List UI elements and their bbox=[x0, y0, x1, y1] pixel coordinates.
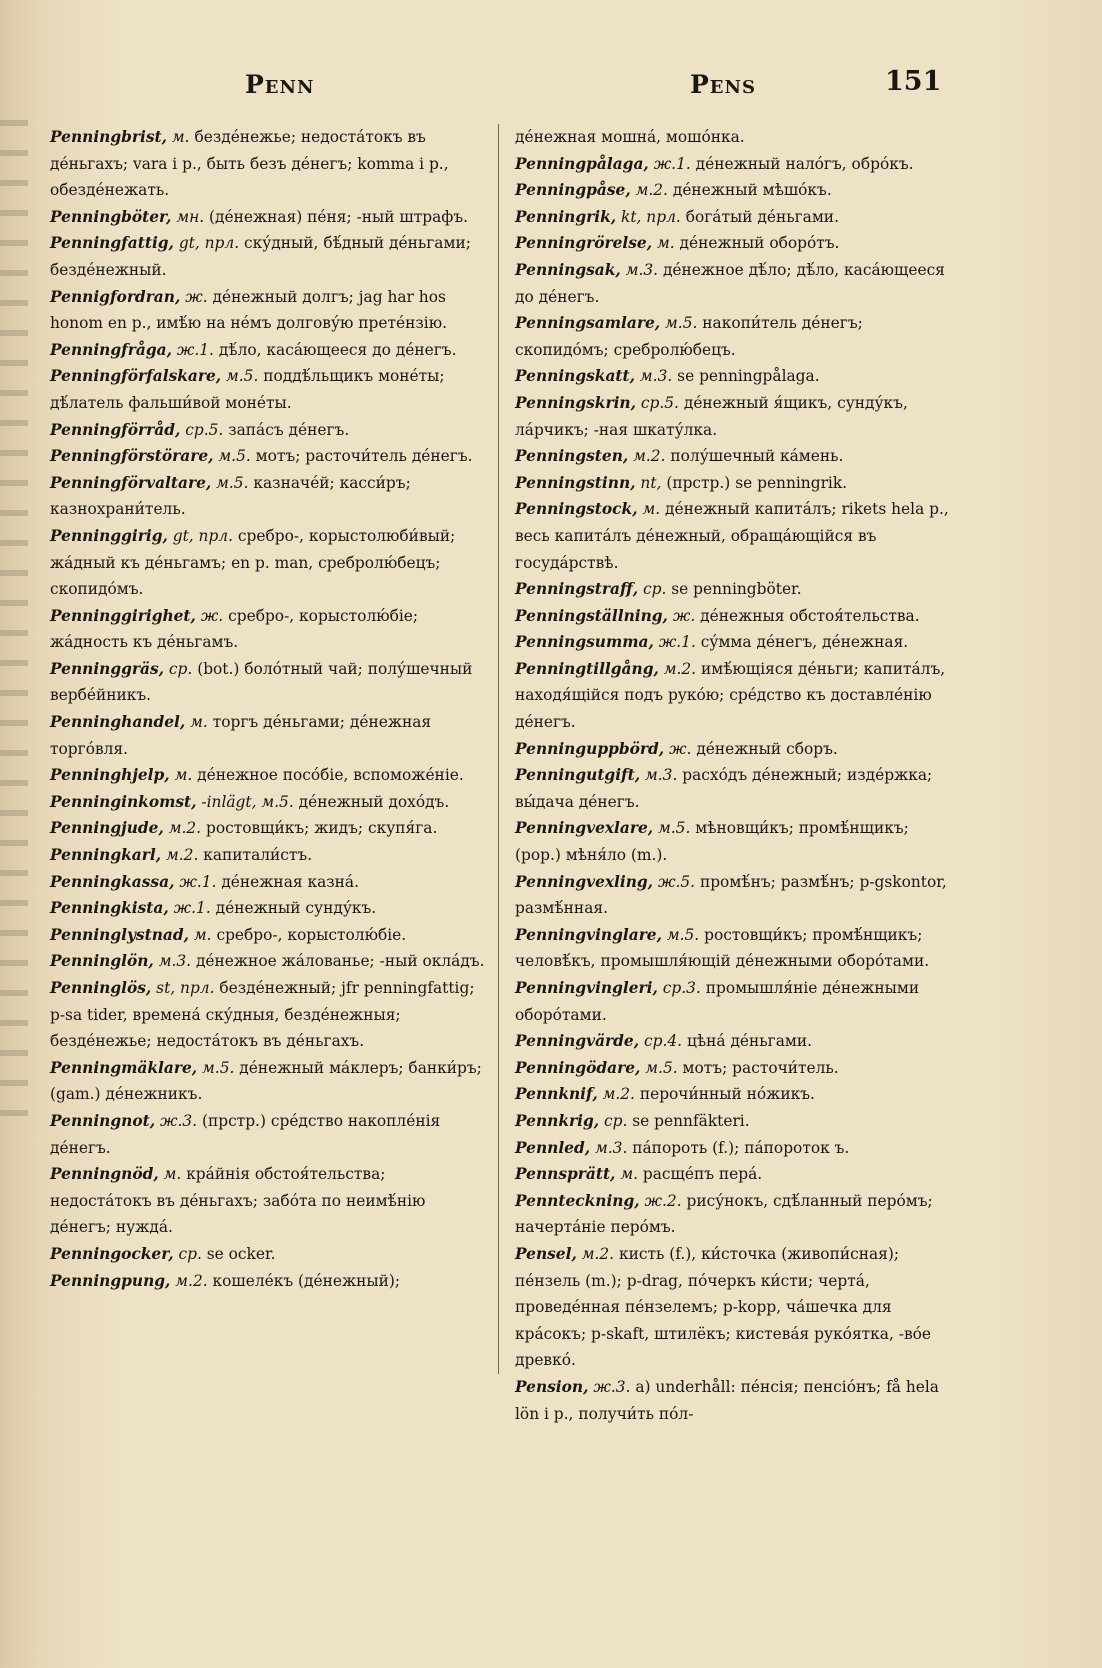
entry-definition: бога́тый де́ньгами. bbox=[685, 207, 839, 226]
entry-grammar: м.5. bbox=[218, 447, 251, 466]
entry-definition: ростовщи́къ; промѣ́нщикъ; человѣ́къ, промышля́ющій де́нежными оборо́тами. bbox=[515, 925, 930, 971]
entry-definition: (bot.) боло́тный чай; полу́шечный вербе́йникъ. bbox=[50, 659, 473, 705]
entry-grammar: м.2. bbox=[166, 846, 199, 865]
dictionary-entry bbox=[515, 390, 955, 443]
entry-definition: полу́шечный ка́мень. bbox=[670, 447, 844, 466]
entry-definition: де́нежный нало́гъ, обро́къ. bbox=[695, 154, 914, 173]
entry-headword: Penningvingleri, bbox=[515, 979, 658, 997]
dictionary-entry bbox=[50, 1268, 490, 1295]
entry-headword: Penningsten, bbox=[515, 447, 629, 466]
entry-headword: Penningställning, bbox=[515, 606, 668, 625]
entry-definition: (пpстр.) se penningrik. bbox=[666, 473, 848, 492]
dictionary-entry bbox=[515, 1188, 955, 1241]
dictionary-entry bbox=[50, 975, 490, 1055]
entry-definition: кра́йнія обстоя́тельства; недоста́токъ въ де́ньгахъ; забо́та по неимѣ́нію де́негъ; нужда́. bbox=[50, 1165, 426, 1237]
entry-definition: де́нежный капита́лъ; rikets hela p., весь капита́лъ де́нежный, обраща́ющійся въ госуда́рствѣ. bbox=[515, 500, 949, 572]
entry-headword: Penninghjelp, bbox=[50, 766, 170, 785]
dictionary-entry bbox=[50, 204, 490, 231]
entry-grammar: м. bbox=[163, 1165, 182, 1184]
entry-grammar: м.3. bbox=[645, 766, 678, 785]
entry-definition: безде́нежный; jfr penningfattig; p-sa tider, времена́ ску́дныя, безде́нежныя; безде́нежье; недоста́токъ въ де́ньгахъ. bbox=[50, 979, 475, 1051]
entry-grammar: м.2. bbox=[175, 1271, 208, 1290]
entry-grammar: ж. bbox=[669, 739, 692, 758]
dictionary-entry bbox=[515, 736, 955, 763]
dictionary-entry bbox=[515, 470, 955, 497]
dictionary-entry bbox=[50, 363, 490, 416]
right-guide-word: Pens bbox=[690, 70, 756, 99]
dictionary-entry bbox=[50, 1108, 490, 1161]
dictionary-entry bbox=[515, 576, 955, 603]
entry-grammar: м.5. bbox=[666, 925, 700, 944]
dictionary-entry bbox=[515, 363, 955, 390]
entry-grammar: ж.5. bbox=[657, 872, 696, 891]
entry-grammar: -inlägt, м.5. bbox=[201, 792, 294, 811]
entry-headword: Penningstinn, bbox=[515, 473, 636, 492]
entry-headword: Penningfråga, bbox=[50, 340, 172, 359]
dictionary-entry bbox=[515, 310, 955, 363]
entry-headword: Penningnot, bbox=[50, 1111, 156, 1130]
dictionary-entry bbox=[515, 1241, 955, 1374]
entry-grammar: ср.5. bbox=[185, 420, 224, 439]
dictionary-entry bbox=[515, 1055, 955, 1082]
entry-definition: цѣна́ де́ньгами. bbox=[686, 1032, 813, 1051]
entry-grammar: м. bbox=[171, 128, 190, 146]
entry-definition: промѣ́нъ; размѣ́нъ; p-gskontor, размѣ́нная. bbox=[515, 872, 947, 918]
entry-grammar: ж.1. bbox=[176, 340, 214, 359]
dictionary-entry bbox=[50, 603, 490, 656]
entry-grammar: м.2. bbox=[663, 659, 697, 678]
entry-grammar: м. bbox=[190, 713, 208, 732]
entry-grammar: м.5. bbox=[202, 1058, 235, 1077]
entry-headword: Penningmäklare, bbox=[50, 1058, 198, 1077]
entry-headword: Penningrörelse, bbox=[515, 234, 653, 253]
entry-definition: дѣ́ло, каса́ющееся до де́негъ. bbox=[218, 340, 457, 359]
entry-definition: де́нежный я́щикъ, сунду́къ, ла́рчикъ; -ная шкату́лка. bbox=[515, 393, 908, 439]
entry-definition: де́нежная казна́. bbox=[221, 872, 359, 891]
entry-headword: Penningsumma, bbox=[515, 633, 654, 652]
entry-definition: де́нежное дѣ́ло; дѣ́ло, каса́ющееся до де́негъ. bbox=[515, 260, 945, 306]
dictionary-entry bbox=[50, 656, 490, 709]
dictionary-entry bbox=[515, 603, 955, 630]
entry-grammar: м.5. bbox=[665, 314, 698, 333]
entry-definition: поддѣ́льщикъ моне́ты; дѣ́латель фальши́вой моне́ты. bbox=[50, 367, 445, 412]
entry-grammar: ср.5. bbox=[640, 393, 679, 412]
entry-definition: де́нежная мошна́, мошо́нка. bbox=[515, 128, 745, 146]
entry-headword: Penninghandel, bbox=[50, 713, 186, 732]
entry-definition: a) underhåll: пе́нсія; пенсіо́нъ; få hela lön i p., получи́ть по́л- bbox=[515, 1377, 939, 1423]
entry-headword: Penninggirighet, bbox=[50, 606, 196, 625]
page-number: 151 bbox=[885, 66, 942, 97]
entry-headword: Penninglön, bbox=[50, 952, 154, 971]
entry-headword: Penningpåse, bbox=[515, 181, 631, 200]
dictionary-entry bbox=[50, 762, 490, 789]
entry-headword: Pennled, bbox=[515, 1138, 591, 1157]
entry-grammar: ж.1. bbox=[658, 633, 696, 652]
dictionary-entry bbox=[50, 417, 490, 444]
dictionary-entry bbox=[50, 789, 490, 816]
entry-headword: Penningpålaga, bbox=[515, 154, 649, 173]
entry-definition: промышля́ніе де́нежными оборо́тами. bbox=[515, 979, 920, 1024]
entry-definition: де́нежный сборъ. bbox=[696, 739, 838, 758]
entry-headword: Penningstraff, bbox=[515, 580, 639, 599]
entry-definition: де́нежный мѣшо́къ. bbox=[672, 181, 832, 200]
entry-grammar: м.3. bbox=[595, 1138, 628, 1157]
dictionary-entry bbox=[515, 230, 955, 257]
entry-definition: сребро-, корыстолю́біе; жа́дность къ де́ньгамъ. bbox=[50, 606, 419, 652]
dictionary-entry bbox=[50, 922, 490, 949]
entry-headword: Penningkassa, bbox=[50, 872, 175, 891]
dictionary-entry bbox=[50, 842, 490, 869]
entry-grammar: ж.3. bbox=[593, 1377, 631, 1396]
entry-grammar: ср. bbox=[642, 580, 667, 599]
dictionary-entry bbox=[50, 523, 490, 603]
entry-grammar: м. bbox=[620, 1165, 638, 1184]
entry-definition: расхо́дъ де́нежный; изде́ржка; вы́дача де́негъ. bbox=[515, 766, 933, 811]
dictionary-entry bbox=[50, 470, 490, 523]
entry-grammar: м.2. bbox=[602, 1085, 635, 1104]
dictionary-entry bbox=[515, 975, 955, 1028]
entry-definition: расще́пъ пера́. bbox=[642, 1165, 763, 1184]
dictionary-entry bbox=[50, 948, 490, 975]
entry-definition: су́мма де́негъ, де́нежная. bbox=[700, 633, 909, 652]
entry-grammar: м.2. bbox=[635, 181, 668, 200]
entry-definition: se pennfäkteri. bbox=[632, 1111, 750, 1130]
entry-headword: Penningnöd, bbox=[50, 1165, 159, 1184]
entry-headword: Penninglystnad, bbox=[50, 925, 189, 944]
entry-headword: Pennigfordran, bbox=[50, 287, 181, 306]
dictionary-entry bbox=[50, 443, 490, 470]
dictionary-entry bbox=[515, 496, 955, 576]
dictionary-entry bbox=[515, 815, 955, 868]
dictionary-entry bbox=[50, 1161, 490, 1241]
entry-headword: Penninguppbörd, bbox=[515, 739, 665, 758]
entry-headword: Penningförstörare, bbox=[50, 447, 214, 466]
entry-headword: Penningskrin, bbox=[515, 393, 636, 412]
dictionary-entry bbox=[515, 204, 955, 231]
entry-grammar: м.3. bbox=[158, 952, 192, 971]
dictionary-entry bbox=[515, 1161, 955, 1188]
entry-grammar: м. bbox=[642, 500, 661, 519]
entry-headword: Penningbrist, bbox=[50, 128, 167, 146]
dictionary-entry bbox=[50, 1055, 490, 1108]
entry-grammar: ж.1. bbox=[653, 154, 691, 173]
entry-headword: Penningsak, bbox=[515, 260, 621, 279]
entry-headword: Penningvexling, bbox=[515, 872, 654, 891]
dictionary-entry bbox=[515, 1028, 955, 1055]
dictionary-entry bbox=[515, 443, 955, 470]
dictionary-entry bbox=[515, 629, 955, 656]
entry-grammar: м.5. bbox=[645, 1058, 678, 1077]
entry-headword: Penninginkomst, bbox=[50, 792, 197, 811]
entry-headword: Penningstock, bbox=[515, 500, 638, 519]
dictionary-entry bbox=[50, 869, 490, 896]
entry-grammar: м.2. bbox=[633, 447, 666, 466]
dictionary-entry bbox=[515, 656, 955, 736]
entry-headword: Penningpung, bbox=[50, 1271, 171, 1290]
entry-definition: накопи́тель де́негъ; скопидо́мъ; сребролю́бецъ. bbox=[515, 314, 863, 359]
entry-definition: ску́дный, бѣ́дный де́ньгами; безде́нежный. bbox=[50, 234, 471, 279]
entry-headword: Penningtillgång, bbox=[515, 659, 659, 678]
entry-grammar: gt, прл. bbox=[172, 526, 233, 545]
entry-definition: кисть (f.), ки́сточка (живопи́сная); пе́нзель (m.); p-drag, по́черкъ ки́сти; черта́, проведе́нная пе́нзелемъ; p-kopp, ча́шечка для кра́сокъ; p-skaft, штилёкъ; кистева́я руко́ятка, -во́е древко́. bbox=[515, 1244, 931, 1370]
entry-headword: Pennsprätt, bbox=[515, 1165, 616, 1184]
entry-grammar: ж. bbox=[672, 606, 696, 625]
entry-headword: Penningförfalskare, bbox=[50, 367, 222, 386]
entry-definition: де́нежный ма́клеръ; банки́ръ; (gam.) де́нежникъ. bbox=[50, 1058, 482, 1104]
left-column bbox=[50, 124, 490, 1294]
dictionary-entry bbox=[515, 124, 955, 151]
dictionary-entry bbox=[50, 815, 490, 842]
entry-grammar: м. bbox=[193, 925, 212, 944]
entry-headword: Penningskatt, bbox=[515, 367, 636, 386]
entry-definition: мотъ; расточи́тель. bbox=[682, 1058, 839, 1077]
entry-grammar: ср. bbox=[168, 659, 193, 678]
entry-headword: Pension, bbox=[515, 1377, 589, 1396]
entry-grammar: м.2. bbox=[168, 819, 202, 838]
dictionary-entry bbox=[50, 337, 490, 364]
entry-definition: де́нежный дохо́дъ. bbox=[298, 792, 450, 811]
entry-definition: казначе́й; касси́ръ; казнохрани́тель. bbox=[50, 473, 411, 519]
entry-definition: сребро-, корыстолю́біе. bbox=[216, 925, 407, 944]
entry-headword: Penningvexlare, bbox=[515, 819, 654, 838]
entry-grammar: ж.1. bbox=[179, 872, 217, 891]
entry-grammar: ср.3. bbox=[662, 979, 701, 997]
entry-definition: сребро-, корыстолюби́вый; жа́дный къ де́ньгамъ; en p. man, сребролю́бецъ; скопидо́мъ. bbox=[50, 526, 456, 599]
entry-headword: Penningvinglare, bbox=[515, 925, 662, 944]
entry-definition: рису́нокъ, сдѣ́ланный перо́мъ; начерта́ніе перо́мъ. bbox=[515, 1191, 933, 1237]
entry-definition: па́пороть (f.); па́пороток ъ. bbox=[632, 1138, 850, 1157]
dictionary-entry bbox=[50, 1241, 490, 1268]
entry-definition: (пpстр.) сре́дство накопле́нія де́негъ. bbox=[50, 1111, 441, 1157]
entry-grammar: ж. bbox=[200, 606, 224, 625]
dictionary-entry bbox=[50, 709, 490, 762]
entry-headword: Penningvärde, bbox=[515, 1032, 640, 1051]
entry-definition: кошеле́къ (де́нежный); bbox=[212, 1271, 401, 1290]
entry-headword: Pennteckning, bbox=[515, 1191, 640, 1210]
entry-headword: Penningfattig, bbox=[50, 234, 174, 253]
binding-gutter bbox=[0, 120, 28, 1120]
entry-headword: Penningkarl, bbox=[50, 846, 162, 865]
entry-headword: Penningutgift, bbox=[515, 766, 641, 785]
entry-headword: Pennknif, bbox=[515, 1085, 598, 1104]
dictionary-entry bbox=[515, 1108, 955, 1135]
entry-grammar: м.5. bbox=[226, 367, 259, 386]
entry-grammar: ж. bbox=[185, 287, 208, 306]
left-guide-word: Penn bbox=[245, 70, 315, 99]
entry-headword: Penninglös, bbox=[50, 979, 152, 997]
entry-definition: se penningböter. bbox=[671, 580, 802, 599]
dictionary-entry bbox=[515, 762, 955, 815]
entry-grammar: м.5. bbox=[216, 473, 249, 492]
entry-definition: мотъ; расточи́тель де́негъ. bbox=[255, 447, 473, 466]
entry-definition: мѣновщи́къ; промѣ́нщикъ; (pop.) мѣня́ло (m.). bbox=[515, 819, 909, 865]
entry-headword: Penningrik, bbox=[515, 207, 617, 226]
entry-definition: se penningpålaga. bbox=[677, 367, 820, 386]
entry-definition: де́нежное посо́біе, вспоможе́ніе. bbox=[197, 766, 464, 785]
entry-grammar: м.3. bbox=[639, 367, 673, 386]
entry-definition: перочи́нный но́жикъ. bbox=[639, 1085, 815, 1104]
entry-headword: Penningböter, bbox=[50, 207, 172, 226]
entry-headword: Penninggräs, bbox=[50, 659, 164, 678]
dictionary-entry bbox=[50, 230, 490, 283]
entry-headword: Penningjude, bbox=[50, 819, 164, 838]
entry-grammar: м.2. bbox=[581, 1244, 615, 1263]
entry-definition: безде́нежье; недоста́токъ въ де́ньгахъ; vara i p., быть безъ де́негъ; komma i p., обезде́нежать. bbox=[50, 128, 449, 200]
right-column bbox=[515, 124, 955, 1427]
dictionary-entry bbox=[515, 869, 955, 922]
entry-headword: Penningkista, bbox=[50, 899, 169, 918]
entry-grammar: ср. bbox=[178, 1244, 202, 1263]
dictionary-entry bbox=[515, 177, 955, 204]
entry-grammar: ср. bbox=[603, 1111, 628, 1130]
entry-definition: де́нежный долгъ; jag har hos honom en p., имѣ́ю на не́мъ долгову́ю прете́нзію. bbox=[50, 287, 448, 333]
entry-headword: Penningocker, bbox=[50, 1244, 174, 1263]
entry-definition: торгъ де́ньгами; де́нежная торго́вля. bbox=[50, 713, 432, 758]
entry-grammar: ср.4. bbox=[643, 1032, 683, 1051]
entry-headword: Penningförvaltare, bbox=[50, 473, 212, 492]
entry-headword: Pensel, bbox=[515, 1244, 577, 1263]
page-header bbox=[50, 66, 1060, 110]
entry-grammar: ж.1. bbox=[173, 899, 211, 918]
entry-grammar: st, прл. bbox=[156, 979, 215, 997]
dictionary-entry bbox=[515, 1135, 955, 1162]
entry-grammar: м. bbox=[174, 766, 193, 785]
entry-grammar: мн. bbox=[176, 207, 205, 226]
entry-grammar: ж.3. bbox=[159, 1111, 198, 1130]
entry-headword: Pennkrig, bbox=[515, 1111, 600, 1130]
entry-definition: имѣ́ющіяся де́ньги; капита́лъ, находя́щійся подъ руко́ю; сре́дство къ доставле́нію де́негъ. bbox=[515, 659, 946, 732]
entry-headword: Penningsamlare, bbox=[515, 314, 661, 333]
dictionary-entry bbox=[515, 257, 955, 310]
entry-grammar: nt, bbox=[640, 473, 662, 492]
dictionary-entry bbox=[50, 124, 490, 204]
entry-definition: де́нежный сунду́къ. bbox=[215, 899, 377, 918]
dictionary-entry bbox=[50, 895, 490, 922]
entry-grammar: ж.2. bbox=[644, 1191, 682, 1210]
entry-grammar: м. bbox=[656, 234, 675, 253]
entry-definition: де́нежное жа́лованье; -ный окла́дъ. bbox=[195, 952, 485, 971]
entry-definition: запа́съ де́негъ. bbox=[228, 420, 350, 439]
column-divider bbox=[498, 124, 499, 1374]
dictionary-entry bbox=[515, 1081, 955, 1108]
entry-headword: Penningförråd, bbox=[50, 420, 181, 439]
entry-definition: ростовщи́къ; жидъ; скупя́га. bbox=[205, 819, 438, 838]
entry-definition: де́нежный оборо́тъ. bbox=[679, 234, 840, 253]
entry-grammar: м.3. bbox=[625, 260, 659, 279]
dictionary-entry bbox=[515, 151, 955, 178]
entry-definition: se ocker. bbox=[206, 1244, 276, 1263]
entry-definition: (де́нежная) пе́ня; -ный штрафъ. bbox=[209, 207, 469, 226]
dictionary-entry bbox=[515, 1374, 955, 1427]
entry-definition: де́нежныя обстоя́тельства. bbox=[700, 606, 920, 625]
entry-headword: Penninggirig, bbox=[50, 526, 168, 545]
dictionary-entry bbox=[50, 284, 490, 337]
entry-headword: Penningödare, bbox=[515, 1058, 641, 1077]
entry-grammar: м.5. bbox=[658, 819, 691, 838]
entry-grammar: kt, прл. bbox=[621, 207, 681, 226]
dictionary-entry bbox=[515, 922, 955, 975]
entry-grammar: gt, прл. bbox=[178, 234, 240, 253]
entry-definition: капитали́стъ. bbox=[203, 846, 313, 865]
